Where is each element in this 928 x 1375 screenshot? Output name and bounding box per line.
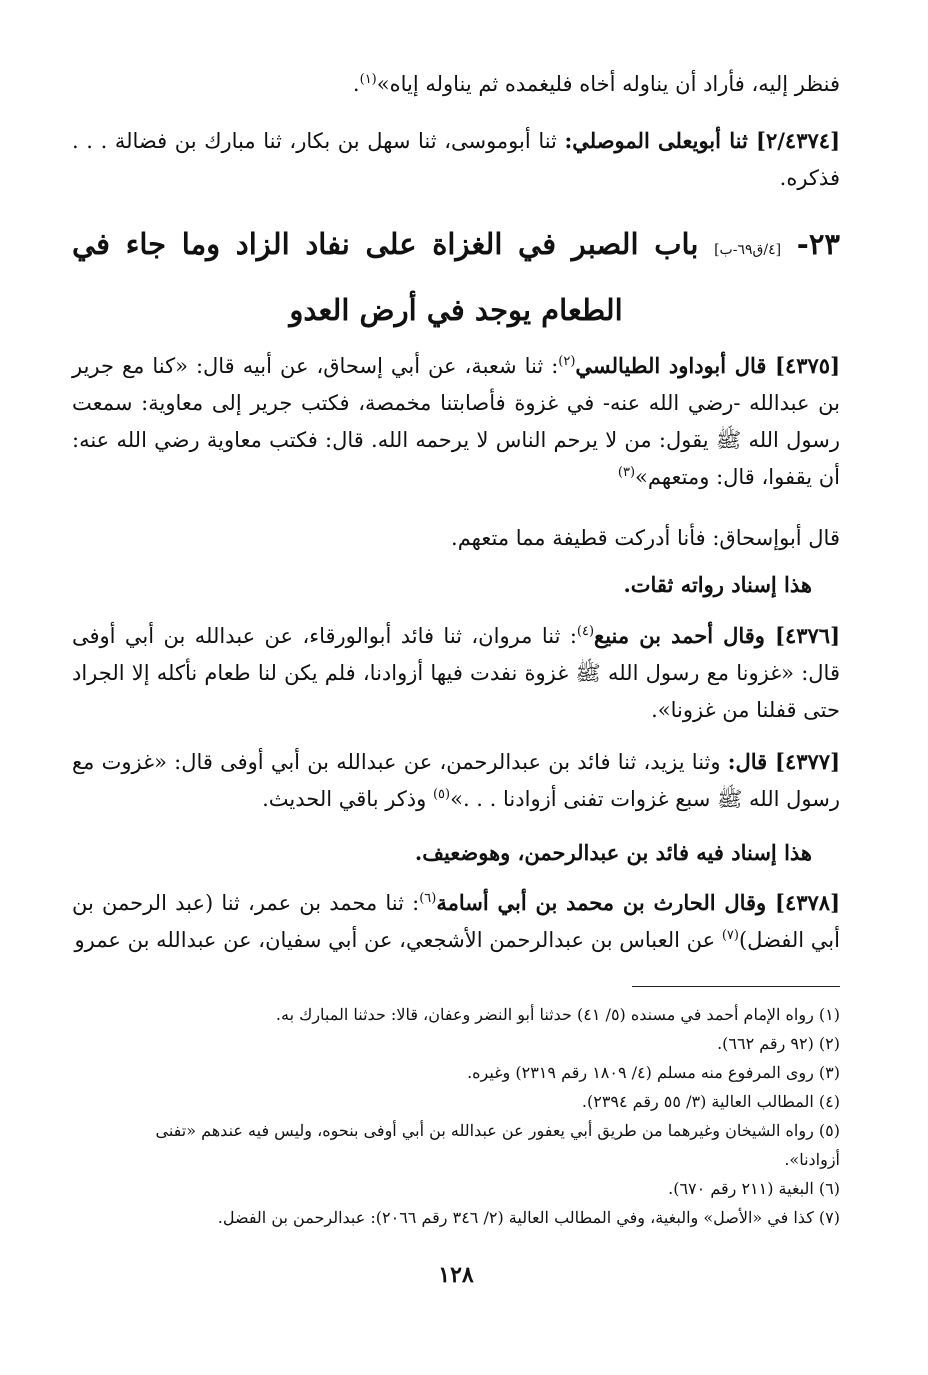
footnote-marker: (٤) [576,624,595,639]
book-page [72,0,840,1375]
hadith-text: : ثنا مروان، ثنا فائد أبوالورقاء، عن عبدالله بن أبي أوفى قال: «غزونا مع رسول الله ﷺ غزوة نفدت فيها أزوادنا، فلم يكن لنا طعام نأكله إلا الجراد حتى قفلنا من غزونا». [72,624,840,722]
hadith-4377 [72,743,840,818]
footnote-marker: (٧) [721,928,739,943]
footnote-4: (٤) المطالب العالية (٣/ ٥٥ رقم ٢٣٩٤). [581,1092,840,1111]
paragraph-text: هذا إسناد فيه فائد بن عبدالرحمن، وهوضعيف. [414,840,812,865]
hadith-text: : ثنا شعبة، عن أبي إسحاق، عن أبيه قال: «كنا مع جرير بن عبدالله -رضي الله عنه- في غزوة فأصابتنا مخمصة، فكتب جرير إلى معاوية: سمعت رسول الله ﷺ يقول: من لا يرحم الناس لا يرحمه الله. قال: فكتب معاوية رضي الله عنه: أن يقفوا، قال: ومتعهم» [72,354,840,489]
footnote-marker: (٥) [432,787,451,802]
footnote-5: (٥) رواه الشيخان وغيرهما من طريق أبي يعفور عن عبدالله بن أبي أوفى بنحوه، وليس فيه عندهم «تفنى [155,1121,840,1140]
chapter-heading-line1 [72,214,840,280]
abu-ishaq-note [72,520,840,557]
isnad-assessment [72,566,840,603]
footnote-marker: (٦) [419,891,437,906]
chapter-number: ٢٣- [796,227,840,261]
hadith-4378 [72,884,840,959]
paragraph-text: هذا إسناد رواته ثقات. [623,572,812,597]
hadith-reference: [٤٣٧٧] قال: [727,749,840,774]
chapter-heading [72,214,840,340]
footnotes-list [72,1000,840,1232]
paragraph-text: فنظر إليه، فأراد أن يناوله أخاه فليغمده ثم يناوله إياه» [376,72,840,96]
paragraph-text: قال أبوإسحاق: فأنا أدركت قطيفة مما متعهم. [451,526,840,550]
footnote-divider [632,986,840,987]
hadith-text: عن العباس بن عبدالرحمن الأشجعي، عن أبي سفيان، عن عبدالله بن عمرو [74,928,722,952]
manuscript-marker: [٤/ق٦٩-ب] [714,242,782,258]
hadith-reference: [٤٣٧٥] قال أبوداود الطيالسي [575,353,841,378]
hadith-4374 [72,122,840,197]
hadith-reference: [٤٣٧٦] وقال أحمد بن منيع [594,623,840,648]
chapter-title-line1: باب الصبر في الغزاة على نفاد الزاد وما جاء في [72,227,699,261]
footnote-marker: (١) [359,72,377,87]
hadith-text: وثنا يزيد، ثنا فائد بن عبدالرحمن، عن عبدالله بن أبي أوفى قال: «غزوت مع رسول الله ﷺ سبع غزوات تفنى أزوادنا . . .» [72,750,840,811]
hadith-text: : ثنا محمد بن عمر، ثنا (عبد الرحمن بن أبي الفضل) [72,891,840,952]
isnad-assessment [72,834,840,871]
footnote-7: (٧) كذا في «الأصل» والبغية، وفي المطالب العالية (٢/ ٣٤٦ رقم ٢٠٦٦): عبدالرحمن بن الفضل. [217,1208,840,1227]
footnote-marker: (٢) [558,354,576,369]
chapter-title-line2: الطعام يوجد في أرض العدو [289,293,623,327]
hadith-text: ثنا أبوموسى، ثنا سهل بن بكار، ثنا مبارك بن فضالة . . . فذكره. [72,129,840,190]
paragraph-text: . [352,72,360,96]
footnote-3: (٣) روى المرفوع منه مسلم (٤/ ١٨٠٩ رقم ٢٣١٩) وغيره. [467,1063,840,1082]
hadith-reference: [٢/٤٣٧٤] ثنا أبويعلى الموصلي: [564,128,840,153]
hadith-4376 [72,617,840,729]
hadith-reference: [٤٣٧٨] وقال الحارث بن محمد بن أبي أسامة [436,890,840,915]
footnote-1: (١) رواه الإمام أحمد في مسنده (٥/ ٤١) حدثنا أبو النضر وعفان، قالا: حدثنا المبارك به. [275,1005,840,1024]
hadith-text: وذكر باقي الحديث. [262,787,433,811]
footnote-2: (٢) (٩٢ رقم ٦٦٢). [717,1034,840,1053]
page-number: ١٢٨ [438,1262,474,1288]
hadith-4375 [72,347,840,496]
footnote-5-continuation: أزوادنا». [784,1150,840,1169]
footnote-6: (٦) البغية (٢١١ رقم ٦٧٠). [668,1179,840,1198]
paragraph-continuation [72,66,840,103]
footnote-marker: (٣) [617,465,636,480]
